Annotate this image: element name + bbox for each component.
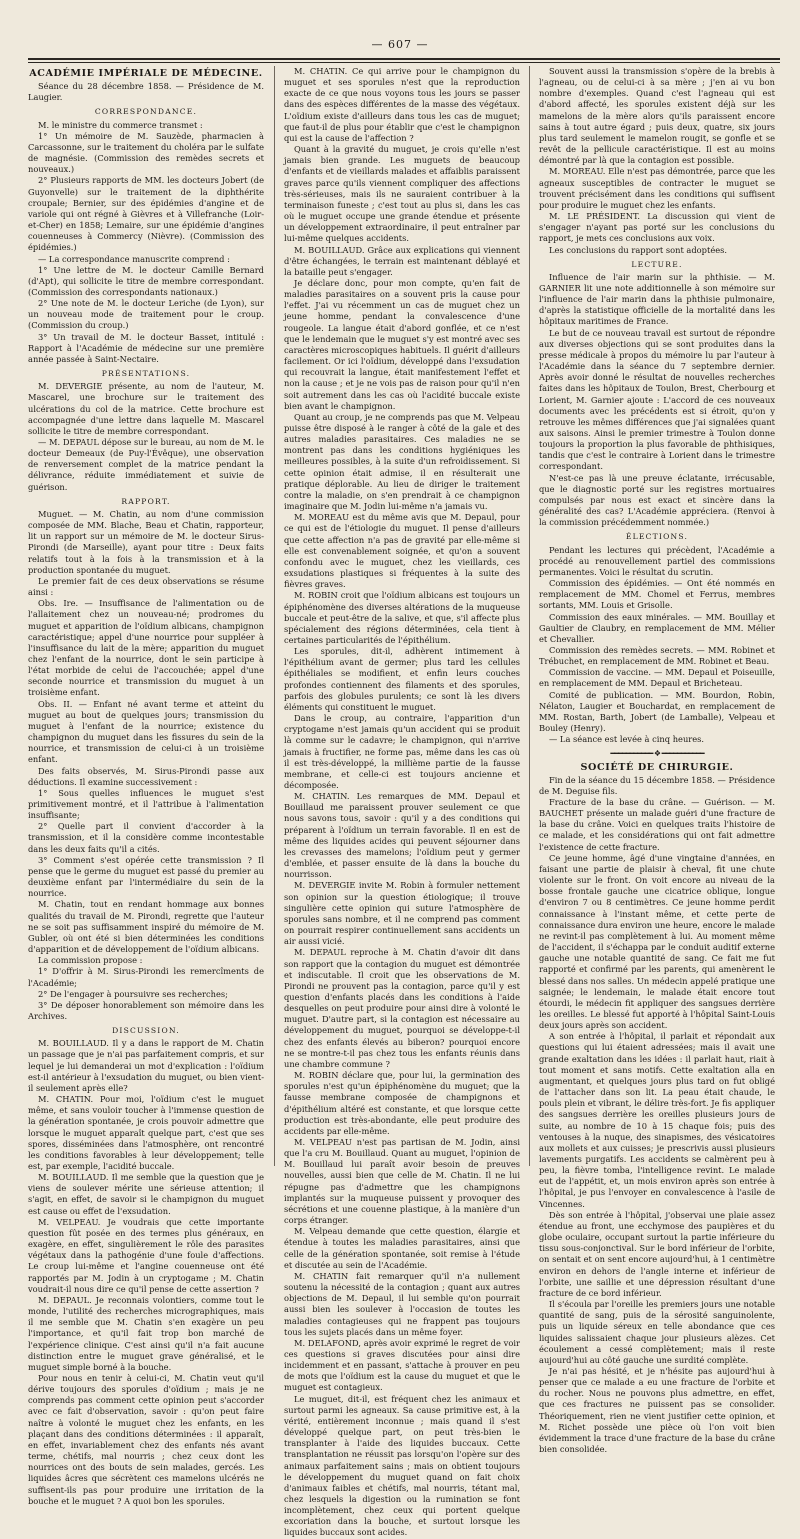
lecture-body — [539, 272, 775, 529]
paragraph: — M. DEPAUL dépose sur le bureau, au nom de M. le docteur Demeaux (de Puy-l'Évêque), une observation de renversement complet de la matrice pendant la délivrance, réduite immédiatement et suivie de guérison. — [28, 437, 264, 492]
subheading-discussion: DISCUSSION. — [112, 1026, 180, 1036]
paragraph: 3° Un travail de M. le docteur Basset, intitulé : Rapport à l'Académie de médecine sur une première année passée à Saint-Nectaire. — [28, 331, 264, 364]
paragraph: Il s'écoula par l'oreille les premiers jours une notable quantité de sang, puis de la sérosité sanguinolente, puis un liquide séreux en telle abondance que ces liquides salissaient chaque jour plusieurs alèzes. Cet écoulement a cessé complètement; mais il reste aujourd'hui au côté gauche une surdité complète. — [539, 1299, 775, 1365]
paragraph: 2° Une note de M. le docteur Leriche (de Lyon), sur un nouveau mode de traitement pour le croup. (Commission du croup.) — [28, 298, 264, 331]
paragraph: M. VELPEAU. Je voudrais que cette importante question fût posée en des termes plus généraux, en exagère, en effet, singulièrement le rôle des parasites végétaux dans la pathogénie d'une foule d'affections. Le croup lui-même et l'angine couenneuse ont été rapportés par M. Jodin à un cryptogame ; M. Chatin voudrait-il nous dire ce qu'il pense de cette assertion ? — [28, 1216, 264, 1294]
paragraph: Je n'ai pas hésité, et je n'hésite pas aujourd'hui à penser que ce malade a eu une fracture de l'orbite et du rocher. Nous ne pouvons plus admettre, en effet, que ces fractures ne puissent pas se consolider. Théoriquement, rien ne vient justifier cette opinion, et M. Richet possède une pièce où l'on voit bien évidemment la trace d'une fracture de la base du crâne bien consolidée. — [539, 1365, 775, 1455]
paragraph: Commission des épidémies. — Ont été nommés en remplacement de MM. Chomel et Ferrus, membres sortants, MM. Louis et Grisolle. — [539, 578, 775, 611]
paragraph: Influence de l'air marin sur la phthisie. — M. GARNIER lit une note additionnelle à son mémoire sur l'influence de l'air marin dans la phthisie pulmonaire, d'après la statistique officielle de la mortalité dans les hôpitaux maritimes de France. — [539, 271, 775, 327]
paragraph: M. ROBIN croit que l'oïdium albicans est toujours un épiphénomène des diverses altérations de la muqueuse buccale et peut-être de la salive, et que, s'il affecte plus spécialement des régions déterminées, cela tient à certaines particularités de l'épithélium. — [284, 590, 520, 645]
paragraph: Obs. Ire. — Insuffisance de l'alimentation ou de l'allaitement chez un nouveau-né; prodromes du muguet et apparition de l'oïdium albicans, champignon caractéristique; appel d'une nourrice pour suppléer à l'insuffisance du lait de la mère; apparition du muguet chez l'enfant de la nourrice, dont le sein participe à l'état morbide de celui de l'accouchée; appel d'une seconde nourrice et transmission du muguet à un troisième enfant. — [28, 598, 264, 698]
discussion-end — [539, 66, 775, 256]
paragraph: 2° De l'engager à poursuivre ses recherches; — [38, 988, 228, 999]
paragraph: M. ROBIN déclare que, pour lui, la germination des sporules n'est qu'un épiphénomène du muguet; que la fausse membrane composée de champignons et d'épithélium altéré est constante, et que lorsque cette production est très-abondante, elle peut produire des accidents par elle-même. — [284, 1070, 520, 1136]
paragraph: M. BOUILLAUD. Il y a dans le rapport de M. Chatin un passage que je n'ai pas parfaitement compris, et sur lequel je lui demanderai un mot d'explication : l'oïdium est-il antérieur à l'exsudation du muguet, ou bien vient-il seulement après elle? — [28, 1038, 264, 1093]
paragraph: M. DEPAUL. Je reconnais volontiers, comme tout le monde, l'utilité des recherches micrographiques, mais il me semble que M. Chatin s'en exagère un peu l'importance, et qu'il fait trop bon marché de l'expérience clinique. C'est ainsi qu'il n'a fait aucune distinction entre le muguet grave généralisé, et le muguet simple borné à la bouche. — [28, 1294, 264, 1372]
paragraph: 2° Plusieurs rapports de MM. les docteurs Jobert (de Guyonvelle) sur le traitement de la diphthérite croupale; Bernier, sur des épidémies d'angine et de variole qui ont régné à Gièvres et à Villefranche (Loir-et-Cher) en 1858; Lemaire, sur une épidémie d'angines couenneuses à Commercy (Nièvre). (Commission des épidémies.) — [28, 175, 264, 253]
paragraph: M. VELPEAU n'est pas partisan de M. Jodin, ainsi que l'a cru M. Bouillaud. Quant au muguet, l'opinion de M. Bouillaud lui paraît avoir besoin de preuves nouvelles, aussi bien que celle de M. Chatin. Il ne lui répugne pas d'admettre que les champignons implantés sur la muqueuse puissent y provoquer des sécrétions et une couenne plastique, à la manière d'un corps étranger. — [284, 1137, 520, 1226]
column-middle — [284, 66, 520, 1538]
paragraph: M. MOREAU. Elle n'est pas démontrée, parce que les agneaux susceptibles de contracter le muguet se trouvent précisément dans les conditions qui suffisent pour produire le muguet chez les enfants. — [539, 166, 775, 210]
paragraph: Obs. II. — Enfant né avant terme et atteint du muguet au bout de quelques jours; transmission du muguet à l'enfant de la nourrice; existence du champignon du muguet dans les fissures du sein de la nourrice, et transmission de celui-ci à un troisième enfant. — [28, 698, 264, 765]
paragraph: M. Velpeau demande que cette question, élargie et étendue à toutes les maladies parasitaires, ainsi que celle de la génération spontanée, soit remise à l'étude et discutée au sein de l'Académie. — [284, 1226, 520, 1270]
rapport-body — [28, 509, 264, 1022]
paragraph: Muguet. — M. Chatin, au nom d'une commission composée de MM. Blache, Beau et Chatin, rapporteur, lit un rapport sur un mémoire de M. le docteur Sirus-Pirondi (de Marseille), ayant pour titre : Deux faits relatifs tout à la fois à la transmission et à la production spontanée du muguet. — [28, 508, 264, 575]
paragraph: Le muguet, dit-il, est fréquent chez les animaux et surtout parmi les agneaux. Sa cause primitive est, à la vérité, entièrement inconnue ; mais quand il s'est développé quelque part, on peut très-bien le transplanter à l'aide des liquides buccaux. Cette transplantation ne réussit pas lorsqu'on l'opère sur des animaux parfaitement sains ; mais on obtient toujours le développement du muguet quand on fait choix d'animaux faibles et chétifs, mal nourris, tétant mal, chez lesquels la digestion ou la rumination se font incomplètement, chez ceux qui portent quelque excoriation dans la bouche, et surtout lorsque les liquides buccaux sont acides. — [284, 1393, 520, 1538]
paragraph: Le premier fait de ces deux observations se résume ainsi : — [28, 575, 264, 598]
paragraph: — La séance est levée à cinq heures. — [549, 734, 705, 745]
paragraph: — La correspondance manuscrite comprend : — [38, 253, 230, 264]
paragraph: M. le ministre du commerce transmet : — [38, 119, 203, 130]
paragraph: Les conclusions du rapport sont adoptées. — [549, 244, 728, 255]
section-heading-chirurgie: SOCIÉTÉ DE CHIRURGIE. — [580, 761, 734, 773]
section-heading-academie: ACADÉMIE IMPÉRIALE DE MÉDECINE. — [29, 68, 263, 79]
paragraph: M. DELAFOND, après avoir exprimé le regret de voir ces questions si graves discutées pour ainsi dire incidemment et en passant, s'attache à prouver en peu de mots que l'oïdium est la cause du muguet et que le muguet est contagieux. — [284, 1337, 520, 1393]
session-line: Séance du 28 décembre 1858. — Présidence de M. Laugier. — [28, 81, 264, 103]
discussion-continued — [284, 66, 520, 1539]
paragraph: M. CHATIN. Les remarques de MM. Depaul et Bouillaud me paraissent prouver seulement ce que nous savons tous, savoir : qu'il y a des conditions qui préparent à l'oïdium un terrain favorable. Il en est de même des liquides acides qui peuvent séjourner dans les crevasses des mamelons; l'oïdium peut y germer d'emblée, et passer ensuite de là dans la bouche du nourrisson. — [284, 791, 520, 880]
subheading-elections: ÉLECTIONS. — [625, 532, 689, 542]
paragraph: 1° Sous quelles influences le muguet s'est primitivement montré, et il l'attribue à l'alimentation insuffisante; — [28, 787, 264, 821]
paragraph: Je déclare donc, pour mon compte, qu'en fait de maladies parasitaires on a souvent pris la cause pour l'effet. J'ai vu récemment un cas de muguet chez un jeune homme, pendant la convalescence d'une rougeole. La langue était d'abord gonflée, et ce n'est que le lendemain que le muguet s'y est montré avec ses caractères microscopiques habituels. Il guérit d'ailleurs facilement. Or ici l'oïdium, développé dans l'exsudation qui recouvrait la langue, était manifestement l'effet et non la cause ; et je ne vois pas de raison pour qu'il n'en soit autrement dans les cas où l'acidité buccale existe bien avant le champignon. — [284, 277, 520, 411]
paragraph: M. CHATIN. Pour moi, l'oïdium c'est le muguet même, et sans vouloir toucher à l'immense question de la génération spontanée, je crois pouvoir admettre que lorsque le muguet apparaît quelque part, c'est que ses spores, disséminées dans l'atmosphère, ont rencontré les conditions favorables à leur développement; telle est, par exemple, l'acidité buccale. — [28, 1094, 264, 1171]
paragraph: M. LE PRÉSIDENT. La discussion qui vient de s'engager n'ayant pas porté sur les conclusions du rapport, je mets ces conclusions aux voix. — [539, 211, 775, 244]
subheading-presentations: PRÉSENTATIONS. — [101, 369, 191, 379]
paragraph: Quant au croup, je ne comprends pas que M. Velpeau puisse être disposé à le ranger à côté de la gale et des autres maladies parasitaires. Ces maladies ne se montrent pas dans les conditions hygiéniques les meilleures possibles, à la suite d'un refroidissement. Si cette opinion était admise, il en résulterait une pratique déplorable. Au lieu de diriger le traitement contre la maladie, on s'en prendrait à ce champignon imaginaire que M. Jodin lui-même n'a jamais vu. — [284, 411, 520, 512]
column-left — [28, 66, 264, 1506]
paragraph: Dans le croup, au contraire, l'apparition d'un cryptogame n'est jamais qu'un accident qui se produit là comme sur le cadavre; le champignon, qui n'arrive jamais à fructifier, ne forme pas, même dans les cas où il est très-développé, la millième partie de la fausse membrane, et celle-ci est toujours ancienne et décomposée. — [284, 713, 520, 790]
ornament-divider: ━━━━━━━━━━━ ❖ ━━━━━━━━━━━ — [610, 749, 704, 759]
paragraph: M. DEVERGIE invite M. Robin à formuler nettement son opinion sur la question étiologique; il trouve singulière cette opinion qui suture l'atmosphère de sporules sans nombre, et il ne comprend pas comment on pourrait respirer continuellement sans accidents un air aussi vicié. — [284, 880, 520, 947]
paragraph: M. DEVERGIE présente, au nom de l'auteur, M. Mascarel, une brochure sur le traitement des ulcérations du col de la matrice. Cette brochure est accompagnée d'une lettre dans laquelle M. Mascarel sollicite le titre de membre correspondant. — [28, 381, 264, 436]
paragraph: Commission de vaccine. — MM. Depaul et Poiseuille, en remplacement de MM. Depaul et Bricheteau. — [539, 667, 775, 689]
paragraph: Des faits observés, M. Sirus-Pirondi passe aux déductions. Il examine successivement : — [28, 765, 264, 787]
column-right — [539, 66, 775, 1455]
paragraph: Fracture de la base du crâne. — Guérison. — M. BAUCHET présente un malade guéri d'une fracture de la base du crâne. Voici en quelques traits l'histoire de ce malade, et les considérations qui ont fait admettre l'existence de cette fracture. — [539, 797, 775, 852]
subheading-lecture: LECTURE. — [631, 259, 683, 269]
presentations-body — [28, 381, 264, 493]
header-rule — [28, 58, 780, 60]
page-number: — 607 — — [371, 38, 429, 51]
paragraph: M. BOUILLAUD. Grâce aux explications qui viennent d'être échangées, le terrain est maintenant déblayé et la bataille peut s'engager. — [284, 244, 520, 277]
column-divider — [529, 66, 530, 1166]
paragraph: Pour nous en tenir à celui-ci, M. Chatin veut qu'il dérive toujours des sporules d'oïdium ; mais je ne comprends pas comment cette opinion peut s'accorder avec ce fait d'observation, savoir : qu'on peut faire naître à volonté le muguet chez les enfants, en les plaçant dans des conditions déterminées : il apparaît, en effet, invariablement chez des enfants nés avant terme, chétifs, mal nourris ; chez ceux dont les nourrices ont des bouts de sein malades, gercés. Les liquides âcres que sécrètent ces mamelons ulcérés ne suffisent-ils pas pour produire une irritation de la bouche et le muguet ? A quoi bon les sporules. — [28, 1372, 264, 1506]
paragraph: M. Chatin, tout en rendant hommage aux bonnes qualités du travail de M. Pirondi, regrette que l'auteur ne se soit pas suffisamment inspiré du mémoire de M. Gubler, où ont été si bien déterminées les conditions d'apparition et de développement de l'oïdium albicans. — [28, 899, 264, 955]
column-divider — [274, 66, 275, 1166]
paragraph: Commission des eaux minérales. — MM. Bouillay et Gaultier de Claubry, en remplacement de MM. Mélier et Chevallier. — [539, 611, 775, 644]
paragraph: Dès son entrée à l'hôpital, j'observai une plaie assez étendue au front, une ecchymose des paupières et du globe oculaire, occupant surtout la partie inférieure du tissu sous-conjonctival. Sur le bord inférieur de l'orbite, on sentait et on sent encore aujourd'hui, à 1 centimètre environ en dehors de l'angle interne et inférieur de l'orbite, une saillie et une dépression résultant d'une fracture de ce bord inférieur. — [539, 1209, 775, 1298]
paragraph: La commission propose : — [38, 955, 143, 966]
elections-body — [539, 545, 775, 746]
paragraph: M. MOREAU est du même avis que M. Depaul, pour ce qui est de l'étiologie du muguet. Il pense d'ailleurs que cette affection n'a pas de gravité par elle-même si elle est convenablement soignée, et qu'on a souvent confondu avec le muguet, chez les vieillards, ces exsudations plastiques si fréquentes à la suite des fièvres graves. — [284, 512, 520, 590]
paragraph: M. CHATIN fait remarquer qu'il n'a nullement soutenu la nécessité de la contagion ; quant aux autres objections de M. Depaul, il lui semble qu'on pourrait aussi bien les soulever à l'occasion de toutes les maladies contagieuses qui ne frappent pas toujours tous les sujets placés dans un même foyer. — [284, 1270, 520, 1337]
paragraph: N'est-ce pas là une preuve éclatante, irrécusable, que le diagnostic porté sur les registres mortuaires compulsés par nous est exact et sincère dans la généralité des cas? L'Académie appréciera. (Renvoi à la commission précédemment nommée.) — [539, 472, 775, 528]
paragraph: M. DEPAUL reproche à M. Chatin d'avoir dit dans son rapport que la contagion du muguet est démontrée et indiscutable. Il croit que les observations de M. Pirondi ne prouvent pas la contagion, parce qu'il y est question d'enfants placés dans les conditions à l'aide desquelles on peut produire pour ainsi dire à volonté le muguet. D'autre part, si la contagion est nécessaire au développement du muguet, pourquoi se développe-t-il chez des enfants élevés au biberon? pourquoi encore ne se montre-t-il pas chez tous les enfants réunis dans une chambre commune ? — [284, 947, 520, 1069]
paragraph: M. BOUILLAUD. Il me semble que la question que je viens de soulever mérite une sérieuse attention; il s'agit, en effet, de savoir si le champignon du muguet est cause ou effet de l'exsudation. — [28, 1172, 264, 1216]
paragraph: M. CHATIN. Ce qui arrive pour le champignon du muguet et ses sporules n'est que la reproduction exacte de ce que nous voyons tous les jours se passer dans des espèces différentes de la masse des végétaux. L'oïdium existe d'ailleurs dans tous les cas de muguet; que faut-il de plus pour établir que c'est le champignon qui est la cause de l'affection ? — [284, 66, 520, 143]
paragraph: 1° D'offrir à M. Sirus-Pirondi les remercîments de l'Académie; — [28, 966, 264, 988]
discussion-body — [28, 1038, 264, 1507]
subheading-correspondance: CORRESPONDANCE. — [94, 107, 198, 117]
paragraph: Souvent aussi la transmission s'opère de la brebis à l'agneau, ou de celui-ci à sa mère ; j'en ai vu bon nombre d'exemples. Quand c'est l'agneau qui est d'abord affecté, les sporules existent déjà sur les mamelons de la mère alors qu'ils paraissent encore sains à tout autre égard ; puis deux, quatre, six jours plus tard seulement le mamelon rougit, se gonfle et se revêt de la pellicule caractéristique. Il est au moins démontré par là que la contagion est possible. — [539, 66, 775, 166]
paragraph: 2° Quelle part il convient d'accorder à la transmission, et il la considère comme incontestable dans les deux faits qu'il a cités. — [28, 821, 264, 854]
session-line-chirurgie: Fin de la séance du 15 décembre 1858. — Présidence de M. Deguise fils. — [539, 774, 775, 796]
paragraph: Pendant les lectures qui précèdent, l'Académie a procédé au renouvellement partiel des commissions permanentes. Voici le résultat du scrutin. — [539, 544, 775, 577]
paragraph: 3° Comment s'est opérée cette transmission ? Il pense que le germe du muguet est passé du premier au deuxième enfant par l'intermédiaire du sein de la nourrice. — [28, 854, 264, 899]
correspondance-body — [28, 120, 264, 365]
paragraph: Commission des remèdes secrets. — MM. Robinet et Trébuchet, en remplacement de MM. Robinet et Beau. — [539, 644, 775, 667]
paragraph: 1° Une lettre de M. le docteur Camille Bernard (d'Apt), qui sollicite le titre de membre correspondant. (Commission des correspondants nationaux.) — [28, 264, 264, 297]
paragraph: Quant à la gravité du muguet, je crois qu'elle n'est jamais bien grande. Les muguets de beaucoup d'enfants et de vieillards malades et affaiblis paraissent graves parce qu'ils viennent compliquer des affections très-sérieuses, mais ils ne sauraient contribuer à la terminaison funeste ; c'est tout au plus si, dans les cas où le muguet occupe une grande étendue et présente un développement extraordinaire, il peut entraîner par lui-même quelques accidents. — [284, 144, 520, 244]
chirurgie-body — [539, 797, 775, 1455]
paragraph: 3° De déposer honorablement son mémoire dans les Archives. — [28, 999, 264, 1021]
paragraph: 1° Un mémoire de M. Sauzède, pharmacien à Carcassonne, sur le traitement du choléra par le sulfate de magnésie. (Commission des remèdes secrets et nouveaux.) — [28, 130, 264, 175]
paragraph: A son entrée à l'hôpital, il parlait et répondait aux questions qui lui étaient adressées; mais il avait une grande exaltation dans les idées : il parlait haut, riait à tout moment et sans motifs. Cette exaltation alla en augmentant, et quelques jours plus tard on fut obligé de l'attacher dans son lit. La peau était chaude, le pouls plein et vibrant, le délire très-fort. Je fis appliquer des sangsues derrière les oreilles plusieurs jours de suite, au nombre de 10 à 15 chaque fois; puis des ventouses à la nuque, des sinapismes, des vésicatoires aux mollets et aux cuisses; je prescrivis aussi plusieurs lavements purgatifs. Les accidents se calmèrent peu à peu, la fièvre tomba, l'intelligence revint. Le malade eut de l'appétit, et, un mois environ après son entrée à l'hôpital, je pus l'envoyer en convalescence à l'asile de Vincennes. — [539, 1031, 775, 1209]
subheading-rapport: RAPPORT. — [121, 496, 171, 506]
paragraph: Les sporules, dit-il, adhèrent intimement à l'épithélium avant de germer; plus tard les cellules épithéliales se modifient, et enfin leurs couches profondes contiennent des filaments et des sporules, parfois des globules purulents; ce sont là les divers éléments qui constituent le muguet. — [284, 646, 520, 712]
paragraph: Comité de publication. — MM. Bourdon, Robin, Nélaton, Laugier et Bouchardat, en remplacement de MM. Rostan, Barth, Jobert (de Lamballe), Velpeau et Bouley (Henry). — [539, 689, 775, 734]
paragraph: Le but de ce nouveau travail est surtout de répondre aux diverses objections qui se sont produites dans la presse médicale à propos du mémoire lu par l'auteur à l'Académie dans la séance du 7 septembre dernier. Après avoir donné le résultat de nouvelles recherches faites dans les hôpitaux de Toulon, Brest, Cherbourg et Lorient, M. Garnier ajoute : L'accord de ces nouveaux documents avec les précédents est si étroit, qu'on y retrouve les mêmes différences que j'ai signalées quant aux saisons. Ainsi le premier trimestre à Toulon donne toujours la proportion la plus favorable de phthisiques, tandis que c'est le contraire à Lorient dans le trimestre correspondant. — [539, 327, 775, 472]
header-rule-thin — [28, 62, 780, 63]
paragraph: Ce jeune homme, âgé d'une vingtaine d'années, en faisant une partie de plaisir à cheval, fit une chute violente sur le front. On voit encore au niveau de la bosse frontale gauche une cicatrice oblique, longue d'environ 7 ou 8 centimètres. Ce jeune homme perdit connaissance à l'instant même, et cette perte de connaissance dura environ une heure, encore le malade ne revint-il pas complètement à lui. Au moment même de l'accident, il s'échappa par le conduit auditif externe gauche une notable quantité de sang. Ce fait me fut rapporté et confirmé par les parents, qui amenèrent le blessé dans nos salles. Un médecin appelé pratique une saignée; le lendemain, le malade était encore tout étourdi, le médecin fit appliquer des sangsues derrière les oreilles. Le blessé fut apporté à l'hôpital Saint-Louis deux jours après son accident. — [539, 852, 775, 1031]
